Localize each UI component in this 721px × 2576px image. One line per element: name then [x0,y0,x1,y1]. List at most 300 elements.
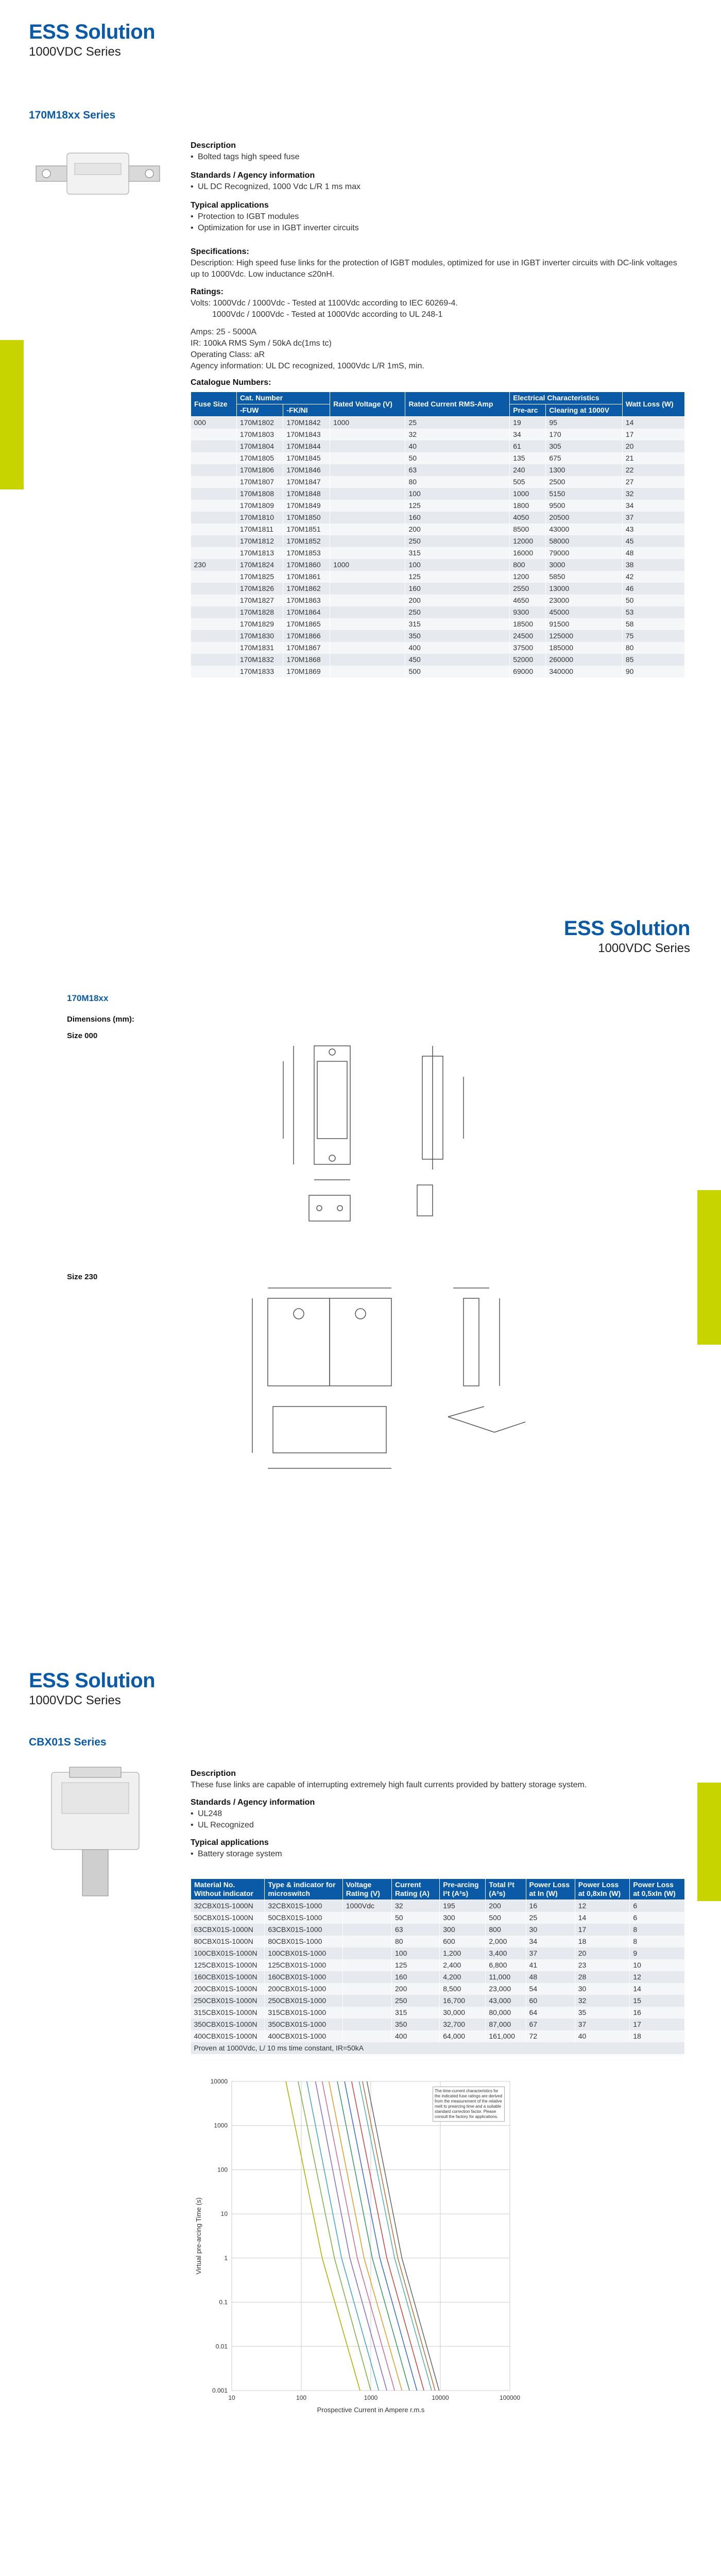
table-cell [330,429,405,440]
table-cell: 160CBX01S-1000 [265,1971,342,1983]
table-row [191,606,685,618]
table-cell: 160CBX01S-1000N [191,1971,265,1983]
col-curr: Rated Current RMS-Amp [405,392,510,417]
table-row [191,642,685,654]
table-cell: 170M1802 [236,417,283,429]
rating-line: Agency information: UL DC recognized, 1000Vdc L/R 1mS, min. [191,362,424,370]
standards-item: • UL Recognized [191,1820,685,1831]
brand-subtitle: 1000VDC Series [29,1693,121,1707]
table-header-cell: Type & indicator for microswitch [265,1879,342,1900]
table-cell: 170M1825 [236,571,283,583]
table-cell: 170M1866 [283,630,330,642]
table-cell: 1000 [330,417,405,429]
table-cell: 3000 [546,559,623,571]
ratings-heading: Ratings: [191,287,224,296]
table-cell: 30,000 [440,2007,486,2019]
y-tick-label: 1 [224,2254,228,2262]
table-cell: 170M1869 [283,666,330,677]
table-cell: 315CBX01S-1000N [191,2007,265,2019]
table-cell: 23,000 [486,1983,526,1995]
table-header-cell: Power Loss at In (W) [526,1879,575,1900]
table-cell [330,571,405,583]
table-cell: 16000 [510,547,546,559]
table-cell: 170M1833 [236,666,283,677]
table-cell [191,571,237,583]
col-pre: Pre-arc [510,404,546,417]
table-cell: 160 [405,512,510,523]
table-cell: 2,400 [440,1959,486,1971]
table-cell: 50 [392,1912,440,1924]
table-cell: 75 [622,630,684,642]
table-cell: 350CBX01S-1000N [191,2019,265,2030]
brand-title: ESS Solution [563,917,690,940]
table-cell: 170M1805 [236,452,283,464]
table-cell: 40 [405,440,510,452]
table-row [191,1912,685,1924]
x-tick-label: 100000 [499,2394,521,2401]
table-cell: 58000 [546,535,623,547]
table-cell: 125CBX01S-1000 [265,1959,342,1971]
app-item: • Optimization for use in IGBT inverter circuits [191,223,685,234]
standards-heading: Standards / Agency information [191,171,315,180]
app-item: • Protection to IGBT modules [191,211,685,223]
table-cell: 64,000 [440,2030,486,2042]
table-row [191,440,685,452]
table-cell: 170M1861 [283,571,330,583]
table-row [191,1900,685,1912]
table-cell: 32 [405,429,510,440]
table-cell: 80 [622,642,684,654]
catalogue-heading: Catalogue Numbers: [191,378,271,387]
table-row [191,523,685,535]
x-tick-label: 1000 [364,2394,378,2401]
table-cell [342,1971,391,1983]
table-cell: 80 [405,476,510,488]
table-cell: 195 [440,1900,486,1912]
table-cell: 87,000 [486,2019,526,2030]
table-cell: 32 [392,1900,440,1912]
table-cell [191,595,237,606]
table-cell: 125 [405,571,510,583]
table-cell: 32CBX01S-1000N [191,1900,265,1912]
table-cell: 67 [526,2019,575,2030]
table-cell: 64 [526,2007,575,2019]
table-cell: 100 [405,559,510,571]
table-footnote: Proven at 1000Vdc, L/ 10 ms time constant, IR=50kA [191,2042,685,2054]
table-cell: 170M1809 [236,500,283,512]
table-cell [330,666,405,677]
table-cell: 34 [526,1936,575,1947]
table-cell [342,1912,391,1924]
table-cell: 32CBX01S-1000 [265,1900,342,1912]
table-header-cell: Material No. Without indicator [191,1879,265,1900]
table-cell: 100 [405,488,510,500]
table-cell: 170M1868 [283,654,330,666]
table-cell: 80,000 [486,2007,526,2019]
chart-note-text: The time-current characteristics for the indicated fuse ratings are derived from the measurement of the relative melt to prearcing time and a suitable standard correction factor. Please consult the factory for applications. [433,2087,505,2122]
table-row [191,654,685,666]
table-cell: 32 [575,1995,630,2007]
table-cell: 300 [440,1912,486,1924]
table-cell: 250CBX01S-1000 [265,1995,342,2007]
product-info [191,1763,685,2054]
table-cell [191,523,237,535]
series-title: 170M18xx Series [29,109,116,121]
table-cell: 80CBX01S-1000 [265,1936,342,1947]
table-cell: 60 [526,1995,575,2007]
table-cell: 45000 [546,606,623,618]
table-cell: 125 [405,500,510,512]
table-cell: 18 [630,2030,685,2042]
x-axis-label: Prospective Current in Ampere r.m.s [317,2406,425,2414]
table-cell: 63 [405,464,510,476]
table-cell: 170M1803 [236,429,283,440]
table-cell [191,606,237,618]
table-header-cell: Power Loss at 0,8xIn (W) [575,1879,630,1900]
table-cell [330,523,405,535]
table-row [191,488,685,500]
table-cell: 8500 [510,523,546,535]
table-cell [191,547,237,559]
table-cell: 40 [575,2030,630,2042]
brand-title: ESS Solution [29,21,156,43]
table-cell: 170M1813 [236,547,283,559]
table-cell: 170M1865 [283,618,330,630]
table-cell: 170M1848 [283,488,330,500]
table-cell: 12 [630,1971,685,1983]
brand-subtitle: 1000VDC Series [29,45,121,59]
table-cell: 1000Vdc [342,1900,391,1912]
table-cell: 1800 [510,500,546,512]
rating-line: Operating Class: aR [191,350,265,359]
catalogue-table [191,392,685,677]
table-row [191,618,685,630]
table-cell: 54 [526,1983,575,1995]
table-cell: 35 [575,2007,630,2019]
table-cell: 200 [392,1983,440,1995]
table-cell: 72 [526,2030,575,2042]
table-cell: 100CBX01S-1000N [191,1947,265,1959]
table-row [191,2019,685,2030]
table-cell [191,654,237,666]
table-cell: 170M1842 [283,417,330,429]
table-cell: 69000 [510,666,546,677]
table-cell: 13000 [546,583,623,595]
table-cell: 12000 [510,535,546,547]
table-cell: 8 [630,1936,685,1947]
table-cell: 8,500 [440,1983,486,1995]
table-cell: 170M1830 [236,630,283,642]
table-cell: 350CBX01S-1000 [265,2019,342,2030]
chart-note [433,2087,505,2164]
y-axis-label: Virtual pre-arcing Time (s) [195,2197,202,2275]
table-cell [342,1947,391,1959]
table-cell: 185000 [546,642,623,654]
table-cell [330,547,405,559]
table-cell [191,630,237,642]
table-cell: 170M1853 [283,547,330,559]
table-row [191,571,685,583]
y-tick-label: 0.1 [219,2298,228,2306]
table-cell: 170M1806 [236,464,283,476]
table-cell: 43,000 [486,1995,526,2007]
table-row [191,547,685,559]
table-cell: 170M1832 [236,654,283,666]
table-cell: 34 [622,500,684,512]
table-cell: 50 [622,595,684,606]
table-cell: 400CBX01S-1000 [265,2030,342,2042]
table-cell: 6 [630,1900,685,1912]
table-cell: 170M1846 [283,464,330,476]
table-cell: 45 [622,535,684,547]
table-cell [191,476,237,488]
table-cell: 42 [622,571,684,583]
y-tick-label: 10000 [210,2078,228,2085]
col-clear: Clearing at 1000V [546,404,623,417]
size-230-drawing [247,1278,566,1494]
rating-line: Volts: 1000Vdc / 1000Vdc - Tested at 1100Vdc according to IEC 60269-4. [191,299,458,308]
table-row [191,464,685,476]
table-cell: 15 [630,1995,685,2007]
table-cell: 91500 [546,618,623,630]
table-cell: 9 [630,1947,685,1959]
table-cell: 260000 [546,654,623,666]
table-cell: 315 [405,547,510,559]
y-tick-label: 100 [217,2166,228,2174]
table-cell: 3,400 [486,1947,526,1959]
table-cell: 23 [575,1959,630,1971]
dims-heading: Dimensions (mm): [67,1015,134,1024]
table-cell [330,440,405,452]
description-item: • Bolted tags high speed fuse [191,151,685,163]
table-cell: 12 [575,1900,630,1912]
table-cell [191,618,237,630]
cbx-table [191,1878,685,2054]
table-cell [191,440,237,452]
table-cell: 14 [622,417,684,429]
time-current-chart [191,2076,561,2427]
brand-title: ESS Solution [29,1669,156,1692]
table-cell: 170M1828 [236,606,283,618]
table-cell: 16 [630,2007,685,2019]
table-cell: 500 [486,1912,526,1924]
table-cell: 9500 [546,500,623,512]
table-cell: 125000 [546,630,623,642]
table-cell: 240 [510,464,546,476]
table-cell [330,476,405,488]
table-cell: 350 [405,630,510,642]
table-cell: 800 [510,559,546,571]
table-row [191,666,685,677]
table-cell: 14 [575,1912,630,1924]
table-cell: 200CBX01S-1000N [191,1983,265,1995]
rating-line: Amps: 25 - 5000A [191,328,257,336]
size-000-drawing [268,1046,546,1231]
table-cell [342,2019,391,2030]
table-cell: 170M1810 [236,512,283,523]
table-row [191,512,685,523]
table-row [191,476,685,488]
table-cell: 11,000 [486,1971,526,1983]
table-cell: 24500 [510,630,546,642]
table-cell: 17 [622,429,684,440]
description-heading: Description [191,141,236,150]
page-cbx01s [0,1649,721,2576]
table-cell: 32,700 [440,2019,486,2030]
rating-line: 1000Vdc / 1000Vdc - Tested at 1000Vdc according to UL 248-1 [212,310,443,319]
table-cell [330,606,405,618]
col-frame: Fuse Size [191,392,237,417]
table-cell: 100CBX01S-1000 [265,1947,342,1959]
table-cell: 170M1804 [236,440,283,452]
table-cell: 170M1845 [283,452,330,464]
table-cell: 170M1826 [236,583,283,595]
table-row [191,429,685,440]
table-cell: 600 [440,1936,486,1947]
table-cell: 305 [546,440,623,452]
table-row [191,1983,685,1995]
table-cell: 80 [392,1936,440,1947]
table-row [191,1971,685,1983]
page-170m18xx [0,0,721,896]
table-cell: 170M1829 [236,618,283,630]
table-cell: 1000 [330,559,405,571]
table-cell: 46 [622,583,684,595]
fuse-photo [31,135,165,217]
table-cell: 28 [575,1971,630,1983]
col-elec: Electrical Characteristics [510,392,623,404]
table-cell: 30 [526,1924,575,1936]
product-info [191,135,685,677]
table-cell [191,452,237,464]
table-cell: 170M1849 [283,500,330,512]
rating-line: IR: 100kA RMS Sym / 50kA dc(1ms tc) [191,339,332,348]
table-row [191,2007,685,2019]
page-header [564,917,690,956]
table-cell: 315CBX01S-1000 [265,2007,342,2019]
table-row [191,452,685,464]
table-cell: 37 [622,512,684,523]
table-cell [330,464,405,476]
table-cell: 170M1862 [283,583,330,595]
table-cell: 63 [392,1924,440,1936]
table-cell: 5850 [546,571,623,583]
table-cell: 315 [405,618,510,630]
table-cell [330,654,405,666]
table-cell [191,583,237,595]
table-cell: 170M1807 [236,476,283,488]
table-cell: 340000 [546,666,623,677]
table-cell: 32 [622,488,684,500]
table-cell [191,666,237,677]
table-cell: 2,000 [486,1936,526,1947]
table-cell: 90 [622,666,684,677]
standards-item: • UL DC Recognized, 1000 Vdc L/R 1 ms max [191,181,685,193]
table-cell: 170M1827 [236,595,283,606]
table-row [191,1924,685,1936]
table-cell: 25 [405,417,510,429]
col-cat: Cat. Number [236,392,330,404]
table-row [191,1959,685,1971]
x-tick-label: 100 [296,2394,307,2401]
table-cell [330,630,405,642]
y-tick-label: 10 [220,2210,228,2218]
y-tick-label: 1000 [214,2122,228,2129]
table-cell: 21 [622,452,684,464]
table-cell: 450 [405,654,510,666]
table-cell: 2550 [510,583,546,595]
table-cell: 160 [392,1971,440,1983]
col-fuw: -FUW [236,404,283,417]
table-cell [330,488,405,500]
table-row [191,630,685,642]
table-cell: 300 [440,1924,486,1936]
table-cell: 4,200 [440,1971,486,1983]
table-cell [191,642,237,654]
spec-heading: Specifications: [191,247,249,256]
table-cell [342,1936,391,1947]
table-cell: 170M1850 [283,512,330,523]
table-cell: 125CBX01S-1000N [191,1959,265,1971]
table-cell: 170 [546,429,623,440]
table-cell [330,512,405,523]
table-cell: 63CBX01S-1000N [191,1924,265,1936]
table-cell: 9300 [510,606,546,618]
table-cell: 95 [546,417,623,429]
table-cell: 4050 [510,512,546,523]
table-row [191,2030,685,2042]
table-cell: 170M1864 [283,606,330,618]
table-cell [330,642,405,654]
table-cell: 170M1860 [283,559,330,571]
table-cell: 4650 [510,595,546,606]
table-cell: 14 [630,1983,685,1995]
table-cell: 79000 [546,547,623,559]
table-cell: 18 [575,1936,630,1947]
table-cell [342,1995,391,2007]
table-cell [330,618,405,630]
side-accent [0,340,24,489]
table-cell: 58 [622,618,684,630]
table-cell: 505 [510,476,546,488]
table-cell: 20 [622,440,684,452]
table-cell [342,2007,391,2019]
table-cell: 34 [510,429,546,440]
page-header [29,1669,155,1708]
table-cell: 23000 [546,595,623,606]
series-title: 170M18xx [67,993,109,1003]
table-cell: 25 [526,1912,575,1924]
table-cell: 170M1808 [236,488,283,500]
table-row [191,595,685,606]
apps-heading: Typical applications [191,201,269,210]
table-cell: 48 [526,1971,575,1983]
table-cell: 400 [405,642,510,654]
table-cell: 170M1812 [236,535,283,547]
table-cell: 161,000 [486,2030,526,2042]
table-cell: 400 [392,2030,440,2042]
table-cell [330,452,405,464]
table-cell: 43000 [546,523,623,535]
table-cell: 38 [622,559,684,571]
size-000-label: Size 000 [67,1031,98,1040]
y-tick-label: 0.001 [212,2387,228,2394]
table-cell: 50CBX01S-1000N [191,1912,265,1924]
table-row [191,1947,685,1959]
table-cell [330,500,405,512]
table-row [191,583,685,595]
table-cell: 135 [510,452,546,464]
